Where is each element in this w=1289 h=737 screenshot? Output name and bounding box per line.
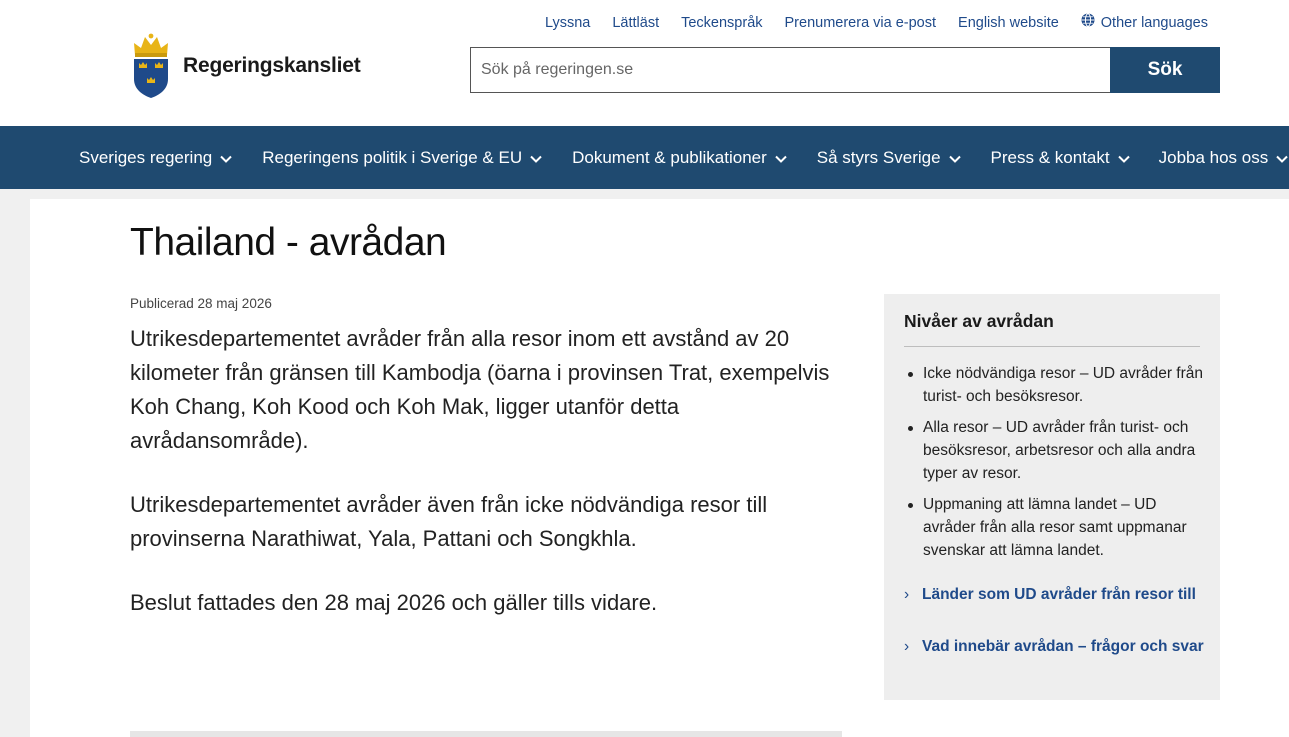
chevron-down-icon — [220, 148, 232, 168]
article-paragraph: Beslut fattades den 28 maj 2026 och gäller tills vidare. — [130, 590, 658, 615]
sidebar-title: Nivåer av avrådan — [904, 311, 1054, 331]
site-header — [0, 0, 1289, 126]
chevron-down-icon — [949, 148, 961, 168]
top-link-sign-language[interactable]: Teckenspråk — [681, 14, 763, 31]
list-item: Alla resor – UD avråder från turist- och besöksresor, arbetsresor och alla andra typer av resor. — [904, 416, 1204, 485]
chevron-down-icon — [775, 148, 787, 168]
top-link-subscribe[interactable]: Prenumerera via e-post — [784, 14, 937, 31]
nav-item-label: Sveriges regering — [79, 147, 213, 167]
top-link-listen[interactable]: Lyssna — [544, 14, 591, 31]
top-link-easy-read[interactable]: Lättläst — [612, 14, 660, 31]
article-paragraph: Utrikesdepartementet avråder även från icke nödvändiga resor till provinserna Narathiwat, Yala, Pattani och Songkhla. — [130, 492, 768, 551]
nav-item-label: Jobba hos oss — [1158, 147, 1269, 167]
sidebar-link-label: Vad innebär avrådan – frågor och svar — [922, 638, 1204, 655]
nav-item-dokument[interactable] — [572, 148, 787, 168]
logo-text: Regeringskansliet — [183, 53, 361, 77]
list-item: Uppmaning att lämna landet – UD avråder från alla resor samt uppmanar svenskar att lämna landet. — [904, 493, 1204, 562]
main-navigation — [0, 126, 1289, 189]
nav-item-label: Regeringens politik i Sverige & EU — [262, 147, 523, 167]
main-content — [30, 199, 1289, 737]
top-link-english[interactable]: English website — [958, 14, 1059, 31]
chevron-down-icon — [530, 148, 542, 168]
list-item: Icke nödvändiga resor – UD avråder från turist- och besöksresor. — [904, 362, 1204, 408]
published-date: Publicerad 28 maj 2026 — [130, 296, 272, 311]
nav-item-politik[interactable] — [262, 148, 542, 168]
sidebar-link-countries[interactable] — [904, 583, 1212, 606]
content-block-edge — [130, 731, 842, 737]
chevron-down-icon — [1118, 148, 1130, 168]
page-title: Thailand - avrådan — [130, 221, 447, 264]
nav-item-label: Press & kontakt — [990, 147, 1110, 167]
search-form — [470, 47, 1220, 93]
other-languages-label: Other languages — [1100, 14, 1208, 31]
nav-item-press-kontakt[interactable] — [991, 148, 1130, 168]
home-logo-link[interactable] — [132, 33, 361, 98]
nav-item-sa-styrs-sverige[interactable] — [817, 148, 961, 168]
nav-item-label: Dokument & publikationer — [572, 147, 767, 167]
article-body — [130, 322, 845, 650]
nav-item-label: Så styrs Sverige — [816, 147, 941, 167]
article-paragraph: Utrikesdepartementet avråder från alla resor inom ett avstånd av 20 kilometer från gränsen till Kambodja (öarna i provinsen Trat, exempelvis Koh Chang, Koh Kood och Koh Mak, ligger utanför detta avrådansområde). — [130, 326, 830, 453]
search-input[interactable] — [470, 47, 1110, 93]
sidebar-link-faq[interactable] — [904, 635, 1212, 658]
nav-item-sveriges-regering[interactable] — [79, 148, 232, 168]
top-links — [545, 13, 1208, 32]
globe-icon — [1081, 13, 1095, 32]
sidebar-list — [904, 362, 1204, 570]
coat-of-arms-icon — [132, 33, 170, 98]
chevron-down-icon — [1276, 148, 1288, 168]
chevron-right-icon: › — [904, 586, 910, 603]
sidebar-box — [884, 294, 1220, 700]
search-button[interactable]: Sök — [1110, 47, 1220, 93]
sidebar-divider — [904, 346, 1200, 347]
sidebar-link-label: Länder som UD avråder från resor till — [922, 586, 1196, 603]
top-link-other-languages[interactable] — [1081, 13, 1208, 32]
nav-item-jobba-hos-oss[interactable] — [1159, 148, 1289, 168]
chevron-right-icon: › — [904, 638, 910, 655]
